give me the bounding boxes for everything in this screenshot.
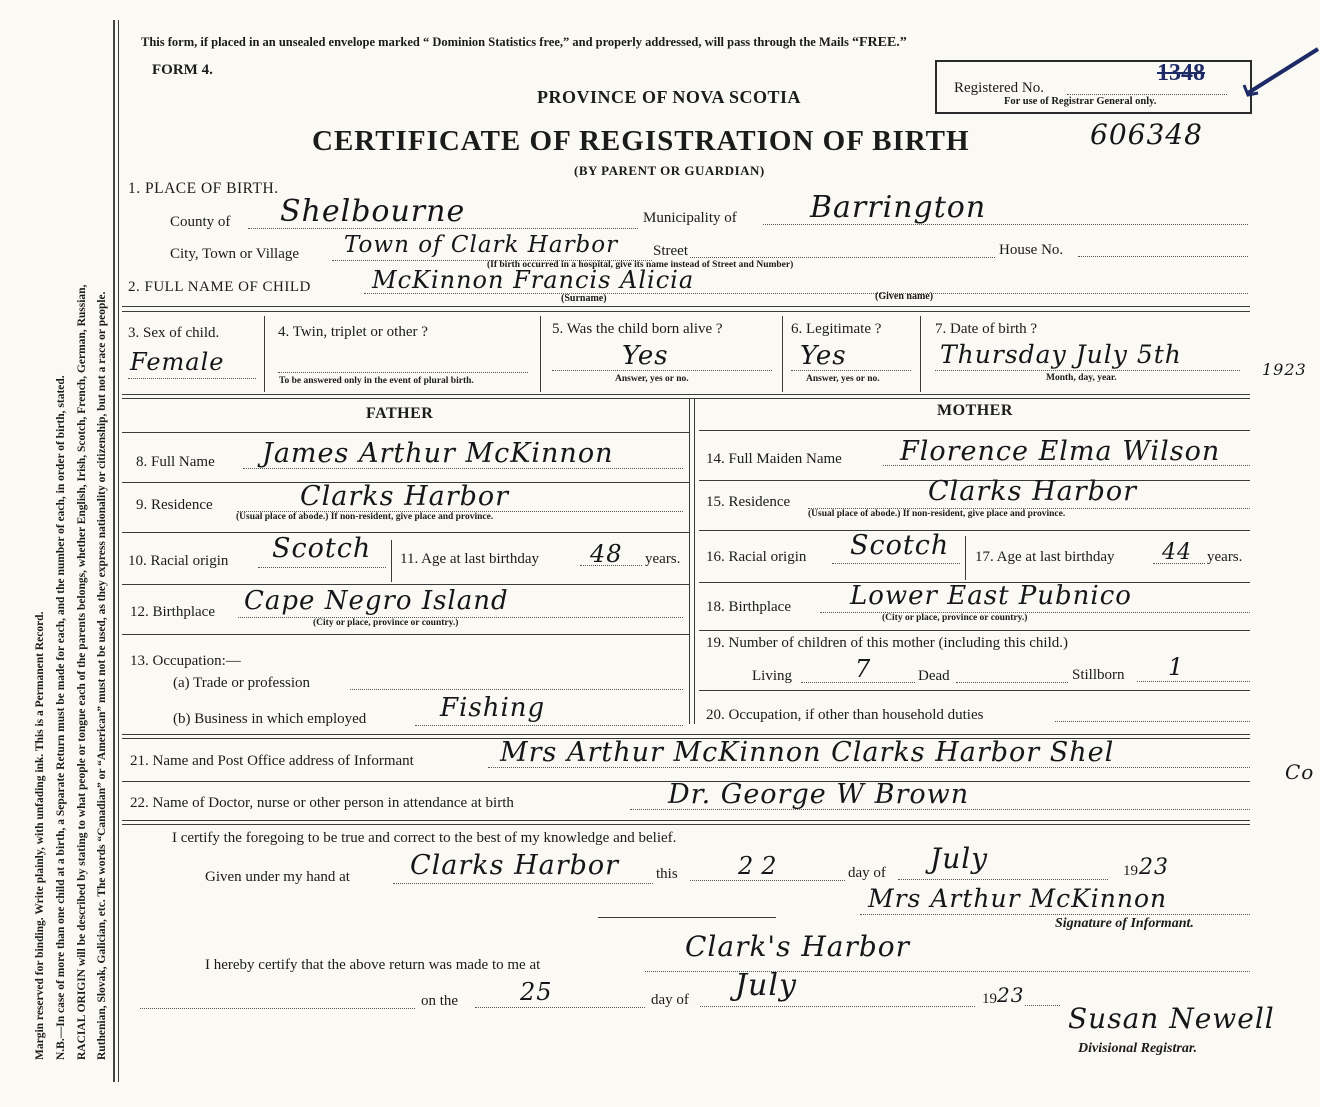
father-years-label: years. (645, 551, 681, 567)
municipality-label: Municipality of (643, 210, 737, 226)
divider (699, 630, 1250, 631)
father-birthplace-line (238, 617, 683, 618)
parents-divider (689, 398, 690, 724)
divider (122, 432, 689, 433)
divider (699, 690, 1250, 691)
twin-label: 4. Twin, triplet or other ? (278, 324, 428, 340)
mail-note (141, 35, 907, 51)
reg-day-value: 25 (520, 978, 553, 1006)
margin-border-line (113, 20, 115, 1082)
margin-note-4: Ruthenian, Slovak, Galician, etc. The words “Canadian” or “American” must not be used, as they express nationality or citizenship, but not a race or people. (96, 291, 108, 1060)
city-label: City, Town or Village (170, 246, 300, 262)
registrar-label: Divisional Registrar. (1078, 1041, 1198, 1056)
reg-year-value: 23 (997, 983, 1025, 1007)
mother-birthplace-label: 18. Birthplace (706, 599, 791, 615)
divider (122, 820, 1250, 821)
certify-statement: I certify the foregoing to be true and correct to the best of my knowledge and belief. (172, 830, 677, 846)
margin-note-1: Margin reserved for binding. Write plainly, with unfading ink. This is a Permanent Record. (34, 611, 46, 1060)
dob-year: 1923 (1262, 360, 1307, 379)
year-prefix: 19 (1123, 863, 1138, 879)
house-line (1078, 256, 1248, 257)
mother-name-value: Florence Elma Wilson (900, 436, 1221, 467)
parents-divider (694, 398, 695, 724)
arrow-mark (1238, 45, 1320, 105)
registered-label: Registered No. (954, 80, 1044, 96)
on-the-label: on the (421, 993, 459, 1009)
divider (122, 824, 1250, 825)
business-line (415, 725, 683, 726)
alive-label: 5. Was the child born alive ? (552, 321, 723, 337)
divider (122, 306, 1250, 307)
registered-box (935, 60, 1252, 114)
doctor-value: Dr. George W Brown (668, 779, 970, 810)
registrar-signature: Susan Newell (1068, 1002, 1275, 1035)
alive-note: Answer, yes or no. (615, 374, 689, 384)
mother-race-line (832, 563, 960, 564)
month-line (898, 879, 1108, 880)
children-count-label: 19. Number of children of this mother (including this child.) (706, 635, 1069, 651)
column-divider (920, 316, 921, 392)
legitimate-label: 6. Legitimate ? (791, 321, 882, 337)
divider (122, 532, 689, 533)
street-note: (If birth occurred in a hospital, give its name instead of Street and Number) (487, 260, 794, 270)
dead-label: Dead (918, 668, 950, 684)
sex-label: 3. Sex of child. (128, 325, 220, 341)
mother-residence-note: (Usual place of abode.) If non-resident, give place and province. (808, 509, 1066, 519)
street-label: Street (653, 243, 688, 259)
mother-occupation-line (1055, 721, 1250, 722)
divider (699, 430, 1250, 431)
child-name-label: 2. FULL NAME OF CHILD (128, 279, 311, 295)
mother-birthplace-note: (City or place, province or country.) (882, 613, 1028, 623)
day-value: 22 (738, 852, 785, 880)
county-label: County of (170, 214, 231, 230)
father-birthplace-value: Cape Negro Island (244, 586, 509, 616)
father-age-label: 11. Age at last birthday (400, 551, 539, 567)
mother-residence-label: 15. Residence (706, 494, 791, 510)
business-label: (b) Business in which employed (173, 711, 367, 727)
mother-race-label: 16. Racial origin (706, 549, 807, 565)
column-divider (782, 316, 783, 392)
reg-month-line (700, 1006, 975, 1007)
occupation-label: 13. Occupation:— (130, 653, 241, 669)
column-divider (264, 316, 265, 392)
dob-value: Thursday July 5th (940, 340, 1182, 369)
mother-occupation-label: 20. Occupation, if other than household duties (706, 707, 984, 723)
registrar-leader-line (140, 1008, 415, 1009)
father-name-value: James Arthur McKinnon (262, 438, 614, 469)
living-value: 7 (855, 655, 872, 683)
mail-note-free: “FREE.” (851, 35, 907, 50)
divider (122, 398, 1250, 399)
stillborn-value: 1 (1168, 653, 1185, 681)
reg-day-of-label: day of (651, 992, 689, 1008)
day-line (690, 880, 845, 881)
column-divider (965, 536, 966, 580)
father-residence-label: 9. Residence (136, 497, 213, 513)
divider (122, 634, 689, 635)
child-name-value: McKinnon Francis Alicia (372, 266, 695, 294)
stillborn-line (1137, 681, 1250, 682)
informant-label: 21. Name and Post Office address of Informant (130, 753, 414, 769)
father-race-line (258, 567, 386, 568)
sex-line (128, 378, 256, 379)
day-of-label: day of (848, 865, 886, 881)
divider (122, 584, 689, 585)
father-age-value: 48 (590, 540, 623, 568)
signature-label: Signature of Informant. (1055, 916, 1194, 931)
given-place-value: Clarks Harbor (410, 850, 620, 881)
reg-year-prefix: 19 (982, 991, 997, 1007)
reg-day-line (475, 1007, 645, 1008)
father-heading: FATHER (366, 405, 434, 422)
trade-label: (a) Trade or profession (173, 675, 311, 691)
mother-birthplace-value: Lower East Pubnico (850, 581, 1132, 611)
given-label: Given under my hand at (205, 869, 350, 885)
registrar-statement: I hereby certify that the above return was made to me at (205, 957, 541, 973)
dob-note: Month, day, year. (1046, 373, 1117, 383)
county-value: Shelbourne (280, 194, 466, 229)
registered-dots (1067, 94, 1227, 95)
certificate-title: CERTIFICATE OF REGISTRATION OF BIRTH (312, 125, 970, 157)
city-value: Town of Clark Harbor (344, 232, 619, 258)
stillborn-label: Stillborn (1072, 667, 1125, 683)
mother-age-value: 44 (1162, 540, 1192, 565)
column-divider (391, 540, 392, 582)
margin-note-3: RACIAL ORIGIN will be described by stating to what people or tongue each of the parents belongs, whether English, Irish, Scotch, French, German, Russian, (76, 284, 88, 1060)
mother-name-label: 14. Full Maiden Name (706, 451, 842, 467)
form-number: FORM 4. (152, 62, 213, 78)
margin-note-2: N.B.—In case of more than one child at a birth, a Separate Return must be made for each, and the number of each, in order of birth, stated. (55, 375, 67, 1060)
living-label: Living (752, 668, 792, 684)
mother-residence-value: Clarks Harbor (928, 476, 1138, 507)
given-name-note: (Given name) (875, 291, 934, 302)
dob-label: 7. Date of birth ? (935, 321, 1038, 337)
column-divider (540, 316, 541, 392)
doctor-label: 22. Name of Doctor, nurse or other person in attendance at birth (130, 795, 514, 811)
informant-signature: Mrs Arthur McKinnon (868, 884, 1168, 913)
place-of-birth-label: 1. PLACE OF BIRTH. (128, 180, 279, 197)
informant-signature-line (860, 914, 1250, 915)
margin-border-line-inner (118, 20, 119, 1082)
year-value: 23 (1139, 855, 1169, 880)
father-race-label: 10. Racial origin (128, 553, 229, 569)
mother-heading: MOTHER (937, 402, 1013, 419)
reg-month-value: July (735, 968, 797, 1003)
legitimate-value: Yes (800, 341, 847, 371)
trade-line (350, 689, 683, 690)
divider (699, 530, 1250, 531)
dob-line (935, 370, 1240, 371)
given-place-line (393, 883, 653, 884)
surname-note: (Surname) (561, 293, 607, 304)
reg-year-line (1025, 1005, 1060, 1006)
mother-years-label: years. (1207, 549, 1243, 565)
father-race-value: Scotch (272, 533, 372, 564)
legitimate-note: Answer, yes or no. (806, 374, 880, 384)
twin-note: To be answered only in the event of plural birth. (279, 376, 474, 386)
mother-age-label: 17. Age at last birthday (975, 549, 1115, 565)
street-line (690, 257, 995, 258)
divider (122, 394, 1250, 395)
mail-note-text: This form, if placed in an unsealed envelope marked “ Dominion Statistics free,” and properly addressed, will pass through the Mails (141, 35, 849, 49)
signature-rule (598, 917, 776, 918)
father-birthplace-note: (City or place, province or country.) (313, 618, 459, 628)
father-residence-note: (Usual place of abode.) If non-resident, give place and province. (236, 512, 494, 522)
this-label: this (656, 866, 678, 882)
municipality-value: Barrington (810, 190, 987, 225)
father-name-label: 8. Full Name (136, 454, 215, 470)
informant-value: Mrs Arthur McKinnon Clarks Harbor Shel (500, 737, 1115, 768)
registered-number: 1348 (1157, 60, 1205, 86)
house-label: House No. (999, 242, 1064, 258)
divider (122, 734, 1250, 735)
twin-line (278, 372, 528, 373)
father-birthplace-label: 12. Birthplace (130, 604, 215, 620)
sex-value: Female (130, 348, 225, 376)
divider (122, 311, 1250, 312)
certificate-subtitle: (BY PARENT OR GUARDIAN) (574, 163, 765, 178)
registrar-place: Clark's Harbor (685, 930, 911, 963)
certificate-number: 606348 (1090, 118, 1203, 151)
informant-value-cont: Co (1285, 760, 1315, 784)
province-heading: PROVINCE OF NOVA SCOTIA (537, 87, 802, 107)
dead-line (956, 682, 1068, 683)
alive-value: Yes (622, 341, 669, 371)
father-residence-value: Clarks Harbor (300, 481, 510, 512)
month-value: July (930, 842, 989, 875)
mother-race-value: Scotch (850, 530, 950, 561)
business-value: Fishing (440, 693, 546, 723)
registered-sub: For use of Registrar General only. (1004, 96, 1157, 107)
